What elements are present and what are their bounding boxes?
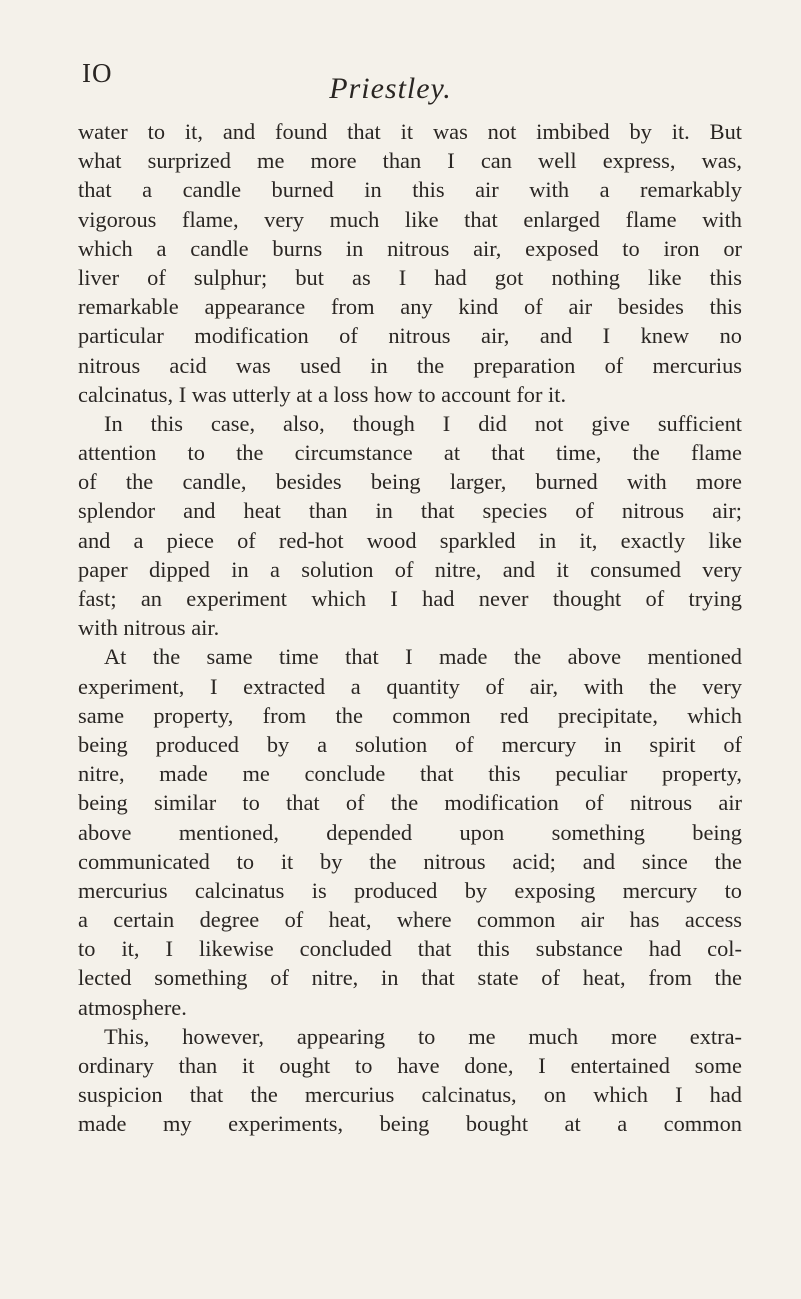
text-line: water to it, and found that it was not imbibed by it. But	[78, 119, 742, 144]
text-line: communicated to it by the nitrous acid; and since the	[78, 848, 742, 874]
text-line: lected something of nitre, in that state of heat, from the	[78, 965, 742, 991]
text-line: which a candle burns in nitrous air, exposed to iron or	[78, 235, 742, 261]
text-line: remarkable appearance from any kind of air besides this	[78, 294, 742, 320]
text-line: a certain degree of heat, where common air has access	[78, 907, 742, 933]
text-line: splendor and heat than in that species of nitrous air;	[78, 498, 742, 524]
text-line: nitrous acid was used in the preparation of mercurius	[78, 352, 742, 378]
text-line: of the candle, besides being larger, burned with more	[78, 469, 742, 495]
text-line: In this case, also, though I did not give sufficient	[104, 410, 742, 436]
text-line: paper dipped in a solution of nitre, and it consumed very	[78, 556, 742, 582]
text-line: calcinatus, I was utterly at a loss how to account for it.	[78, 381, 567, 407]
text-line: made my experiments, being bought at a common	[78, 1111, 742, 1137]
text-line: This, however, appearing to me much more extra-	[104, 1023, 742, 1049]
running-title-text: Priestley.	[329, 72, 452, 105]
text-line: and a piece of red-hot wood sparkled in it, exactly like	[78, 527, 742, 553]
text-line: same property, from the common red precipitate, which	[78, 702, 742, 728]
text-line: nitre, made me conclude that this peculiar property,	[78, 761, 742, 787]
text-line: At the same time that I made the above mentioned	[104, 644, 742, 670]
text-line: being produced by a solution of mercury in spirit of	[78, 731, 742, 757]
text-line: ordinary than it ought to have done, I entertained some	[78, 1053, 742, 1078]
text-line: suspicion that the mercurius calcinatus, on which I had	[78, 1082, 742, 1108]
body-text	[78, 117, 742, 1139]
text-line: liver of sulphur; but as I had got nothing like this	[78, 264, 742, 290]
text-line: attention to the circumstance at that time, the flame	[78, 440, 742, 466]
page-number: IO	[82, 58, 113, 88]
text-line: atmosphere.	[78, 994, 187, 1020]
text-line: that a candle burned in this air with a remarkably	[78, 177, 742, 203]
running-title	[0, 72, 801, 106]
text-line: to it, I likewise concluded that this substance had col-	[78, 936, 742, 962]
text-line: above mentioned, depended upon something being	[78, 819, 742, 845]
text-line: experiment, I extracted a quantity of air, with the very	[78, 673, 742, 699]
text-line: vigorous flame, very much like that enlarged flame with	[78, 206, 742, 232]
text-line: being similar to that of the modification of nitrous air	[78, 790, 742, 816]
text-line: particular modification of nitrous air, and I knew no	[78, 323, 742, 349]
text-line: what surprized me more than I can well express, was,	[78, 148, 742, 174]
text-line: with nitrous air.	[78, 615, 220, 641]
text-line: mercurius calcinatus is produced by exposing mercury to	[78, 877, 742, 903]
text-line: fast; an experiment which I had never thought of trying	[78, 586, 742, 611]
